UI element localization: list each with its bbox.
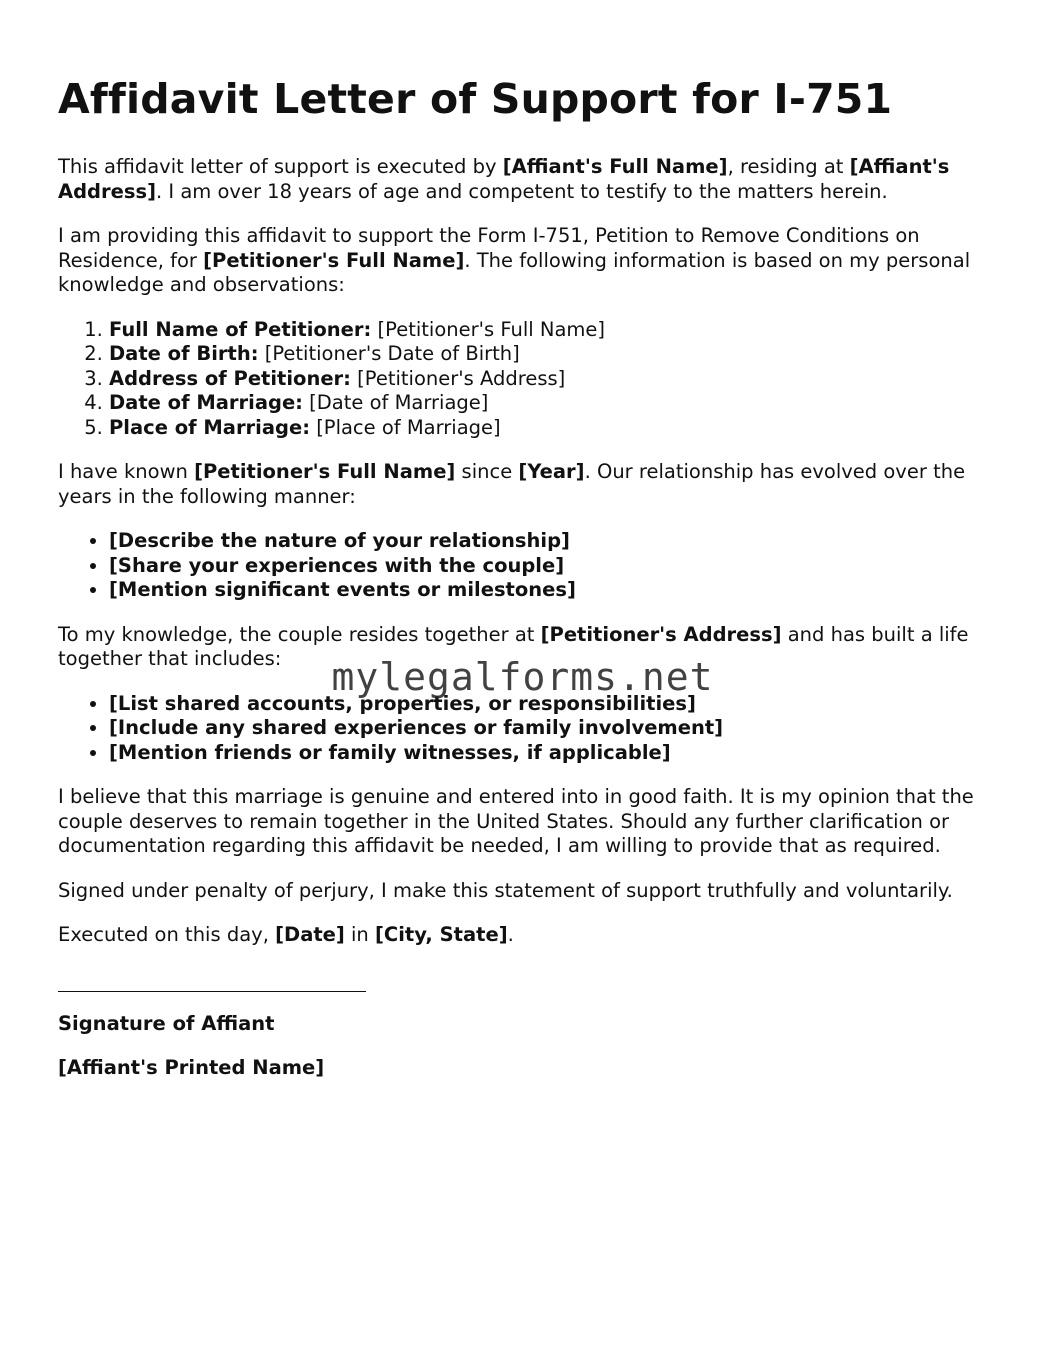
detail-value: [Date of Marriage] (302, 391, 489, 414)
detail-label: Date of Birth: (109, 342, 259, 365)
list-item (109, 342, 998, 367)
date-placeholder: [Date] (275, 923, 345, 946)
relationship-text-3: . Our relationship has evolved over the years in the following manner: (58, 460, 966, 508)
detail-label: Address of Petitioner: (109, 366, 351, 390)
petitioner-address-placeholder: [Petitioner's Address] (540, 622, 782, 646)
execution-text-3: . (507, 923, 514, 946)
list-item: • [Mention significant events or milestones] (109, 578, 998, 603)
petitioner-name-placeholder: [Petitioner's Full Name] (203, 248, 465, 272)
list-item: • [List shared accounts, properties, or responsibilities] (109, 692, 998, 717)
year-placeholder: [Year] (518, 460, 585, 483)
petitioner-details-list (58, 318, 998, 441)
detail-label: Place of Marriage: (109, 415, 310, 439)
document-page (58, 74, 998, 1101)
affiant-name-placeholder: [Affiant's Full Name] (502, 155, 728, 178)
city-state-placeholder: [City, State] (375, 923, 508, 946)
affiant-address-placeholder: [Affiant's Address] (58, 155, 950, 203)
petitioner-name-placeholder: [Petitioner's Full Name] (194, 460, 456, 483)
residence-paragraph (58, 623, 998, 672)
belief-paragraph: I believe that this marriage is genuine and entered into in good faith. It is my opinion that the couple deserves to remain together in the United States. Should any further clarification or documentation regarding this affidavit be needed, I am willing to provide that as required. (58, 785, 974, 857)
intro-paragraph (58, 155, 998, 204)
list-item (109, 367, 998, 392)
shared-life-list (58, 692, 998, 766)
signature-label-text: Signature of Affiant (58, 1011, 275, 1035)
list-item: • [Describe the nature of your relationship] (109, 529, 998, 554)
printed-name-placeholder: [Affiant's Printed Name] (58, 1056, 325, 1079)
detail-value: [Place of Marriage] (310, 415, 501, 439)
detail-label: Full Name of Petitioner: (109, 317, 372, 341)
purpose-paragraph (58, 224, 998, 298)
list-item: • [Share your experiences with the couple] (109, 554, 998, 579)
detail-value: [Petitioner's Address] (350, 366, 566, 390)
residence-text-2: and has built a life together that includes: (58, 622, 969, 670)
residence-text-1: To my knowledge, the couple resides together at (58, 622, 541, 646)
signature-label (58, 1012, 998, 1037)
detail-label: Date of Marriage: (109, 391, 303, 414)
relationship-text-2: since (455, 460, 519, 483)
relationship-list (58, 529, 998, 603)
intro-text-3: . I am over 18 years of age and competent to testify to the matters herein. (155, 179, 888, 203)
perjury-paragraph: Signed under penalty of perjury, I make this statement of support truthfully and voluntarily. (58, 878, 953, 902)
list-item: • [Include any shared experiences or family involvement] (109, 716, 998, 741)
printed-name (58, 1056, 998, 1081)
list-item (109, 318, 998, 343)
intro-text-2: , residing at (727, 155, 850, 178)
execution-paragraph (58, 923, 998, 948)
relationship-paragraph (58, 460, 998, 509)
purpose-text-1: I am providing this affidavit to support the Form I-751, Petition to Remove Conditions on Residence, for (58, 224, 920, 272)
signature-line (58, 968, 366, 992)
detail-value: [Petitioner's Date of Birth] (258, 342, 520, 365)
document-title: Affidavit Letter of Support for I-751 (58, 75, 893, 123)
intro-text-1: This affidavit letter of support is executed by (58, 155, 503, 178)
execution-text-1: Executed on this day, (58, 923, 276, 946)
execution-text-2: in (344, 923, 375, 946)
relationship-text-1: I have known (58, 460, 195, 483)
watermark: mylegalforms.net (331, 655, 714, 699)
detail-value: [Petitioner's Full Name] (371, 317, 606, 341)
list-item: • [Mention friends or family witnesses, if applicable] (109, 741, 998, 766)
list-item (109, 391, 998, 416)
purpose-text-2: . The following information is based on my personal knowledge and observations: (58, 248, 971, 296)
list-item (109, 416, 998, 441)
